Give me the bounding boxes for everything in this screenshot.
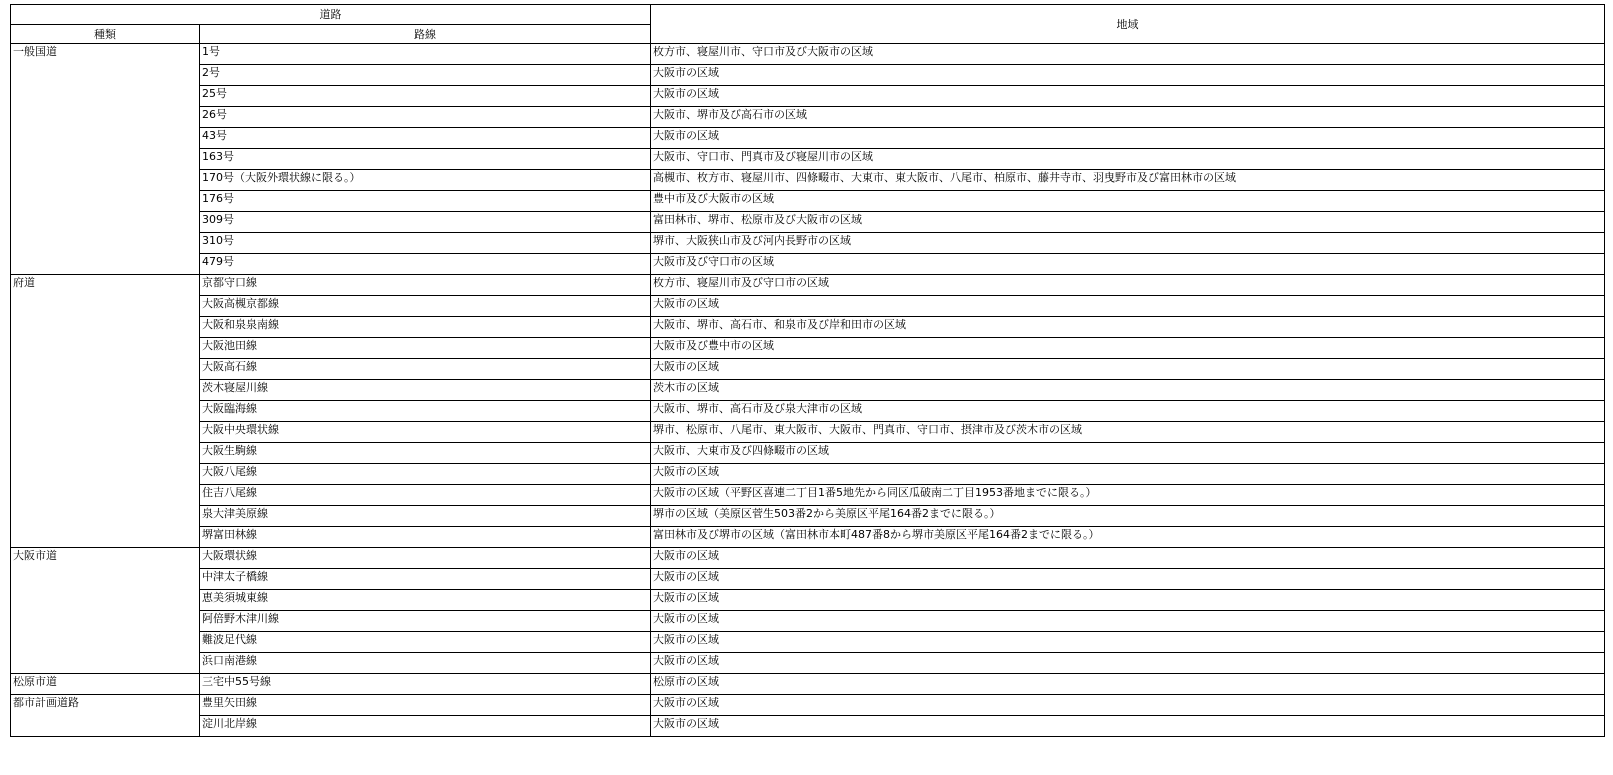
table-row (11, 422, 1605, 443)
table-row (11, 212, 1605, 233)
region-cell: 大阪市の区域 (651, 611, 1605, 632)
region-cell: 堺市の区域（美原区菅生503番2から美原区平尾164番2までに限る。） (651, 506, 1605, 527)
route-cell: 大阪生駒線 (200, 443, 651, 464)
header-road: 道路 (11, 5, 651, 25)
header-route: 路線 (200, 25, 651, 44)
route-cell: 309号 (200, 212, 651, 233)
road-region-table (10, 4, 1605, 737)
route-cell: 43号 (200, 128, 651, 149)
region-cell: 富田林市、堺市、松原市及び大阪市の区域 (651, 212, 1605, 233)
region-cell: 大阪市の区域 (651, 86, 1605, 107)
region-cell: 豊中市及び大阪市の区域 (651, 191, 1605, 212)
region-cell: 大阪市及び守口市の区域 (651, 254, 1605, 275)
table-row (11, 149, 1605, 170)
route-cell: 中津太子橋線 (200, 569, 651, 590)
route-cell: 茨木寝屋川線 (200, 380, 651, 401)
route-cell: 大阪池田線 (200, 338, 651, 359)
route-cell: 泉大津美原線 (200, 506, 651, 527)
table-row (11, 527, 1605, 548)
table-row (11, 86, 1605, 107)
region-cell: 大阪市の区域 (651, 359, 1605, 380)
route-cell: 大阪環状線 (200, 548, 651, 569)
route-cell: 大阪和泉泉南線 (200, 317, 651, 338)
road-type-cell: 都市計画道路 (11, 695, 200, 737)
route-cell: 阿倍野木津川線 (200, 611, 651, 632)
route-cell: 浜口南港線 (200, 653, 651, 674)
region-cell: 枚方市、寝屋川市、守口市及び大阪市の区域 (651, 44, 1605, 65)
table-row (11, 296, 1605, 317)
region-cell: 大阪市の区域 (651, 716, 1605, 737)
table-row (11, 548, 1605, 569)
route-cell: 大阪中央環状線 (200, 422, 651, 443)
region-cell: 大阪市の区域 (651, 653, 1605, 674)
table-row (11, 65, 1605, 86)
region-cell: 大阪市の区域 (651, 296, 1605, 317)
route-cell: 1号 (200, 44, 651, 65)
region-cell: 高槻市、枚方市、寝屋川市、四條畷市、大東市、東大阪市、八尾市、柏原市、藤井寺市、羽曳野市及び富田林市の区域 (651, 170, 1605, 191)
table-row (11, 191, 1605, 212)
region-cell: 大阪市の区域 (651, 695, 1605, 716)
table-row (11, 674, 1605, 695)
region-cell: 大阪市の区域 (651, 569, 1605, 590)
table-row (11, 485, 1605, 506)
route-cell: 2号 (200, 65, 651, 86)
route-cell: 26号 (200, 107, 651, 128)
region-cell: 大阪市、堺市、高石市、和泉市及び岸和田市の区域 (651, 317, 1605, 338)
route-cell: 176号 (200, 191, 651, 212)
region-cell: 堺市、松原市、八尾市、東大阪市、大阪市、門真市、守口市、摂津市及び茨木市の区域 (651, 422, 1605, 443)
region-cell: 松原市の区域 (651, 674, 1605, 695)
table-row (11, 254, 1605, 275)
table-row (11, 107, 1605, 128)
table-row (11, 317, 1605, 338)
route-cell: 淀川北岸線 (200, 716, 651, 737)
route-cell: 479号 (200, 254, 651, 275)
route-cell: 163号 (200, 149, 651, 170)
table-row (11, 590, 1605, 611)
region-cell: 大阪市及び豊中市の区域 (651, 338, 1605, 359)
header-region: 地域 (651, 5, 1605, 44)
road-type-cell: 府道 (11, 275, 200, 548)
route-cell: 恵美須城東線 (200, 590, 651, 611)
region-cell: 大阪市の区域 (651, 590, 1605, 611)
route-cell: 大阪臨海線 (200, 401, 651, 422)
table-row (11, 464, 1605, 485)
region-cell: 大阪市、堺市、高石市及び泉大津市の区域 (651, 401, 1605, 422)
table-row (11, 128, 1605, 149)
table-row (11, 632, 1605, 653)
header-type: 種類 (11, 25, 200, 44)
region-cell: 大阪市の区域 (651, 464, 1605, 485)
route-cell: 170号（大阪外環状線に限る。） (200, 170, 651, 191)
route-cell: 25号 (200, 86, 651, 107)
table-row (11, 653, 1605, 674)
road-type-cell: 一般国道 (11, 44, 200, 275)
table-row (11, 443, 1605, 464)
route-cell: 大阪八尾線 (200, 464, 651, 485)
region-cell: 堺市、大阪狭山市及び河内長野市の区域 (651, 233, 1605, 254)
table-row (11, 275, 1605, 296)
region-cell: 大阪市の区域（平野区喜連二丁目1番5地先から同区瓜破南二丁目1953番地までに限る。） (651, 485, 1605, 506)
route-cell: 豊里矢田線 (200, 695, 651, 716)
route-cell: 大阪高石線 (200, 359, 651, 380)
table-row (11, 170, 1605, 191)
region-cell: 枚方市、寝屋川市及び守口市の区域 (651, 275, 1605, 296)
region-cell: 大阪市、守口市、門真市及び寝屋川市の区域 (651, 149, 1605, 170)
table-row (11, 44, 1605, 65)
region-cell: 大阪市、大東市及び四條畷市の区域 (651, 443, 1605, 464)
route-cell: 堺富田林線 (200, 527, 651, 548)
road-type-cell: 大阪市道 (11, 548, 200, 674)
route-cell: 大阪高槻京都線 (200, 296, 651, 317)
region-cell: 大阪市の区域 (651, 65, 1605, 86)
region-cell: 大阪市、堺市及び高石市の区域 (651, 107, 1605, 128)
region-cell: 大阪市の区域 (651, 128, 1605, 149)
route-cell: 三宅中55号線 (200, 674, 651, 695)
table-body (11, 44, 1605, 737)
table-row (11, 611, 1605, 632)
table-row (11, 401, 1605, 422)
route-cell: 310号 (200, 233, 651, 254)
table-row (11, 338, 1605, 359)
table-row (11, 233, 1605, 254)
route-cell: 住吉八尾線 (200, 485, 651, 506)
region-cell: 大阪市の区域 (651, 548, 1605, 569)
route-cell: 京都守口線 (200, 275, 651, 296)
table-row (11, 716, 1605, 737)
table-row (11, 359, 1605, 380)
table-row (11, 695, 1605, 716)
region-cell: 大阪市の区域 (651, 632, 1605, 653)
route-cell: 難波足代線 (200, 632, 651, 653)
table-row (11, 380, 1605, 401)
region-cell: 富田林市及び堺市の区域（富田林市本町487番8から堺市美原区平尾164番2までに限る。） (651, 527, 1605, 548)
region-cell: 茨木市の区域 (651, 380, 1605, 401)
road-type-cell: 松原市道 (11, 674, 200, 695)
table-row (11, 569, 1605, 590)
table-row (11, 506, 1605, 527)
